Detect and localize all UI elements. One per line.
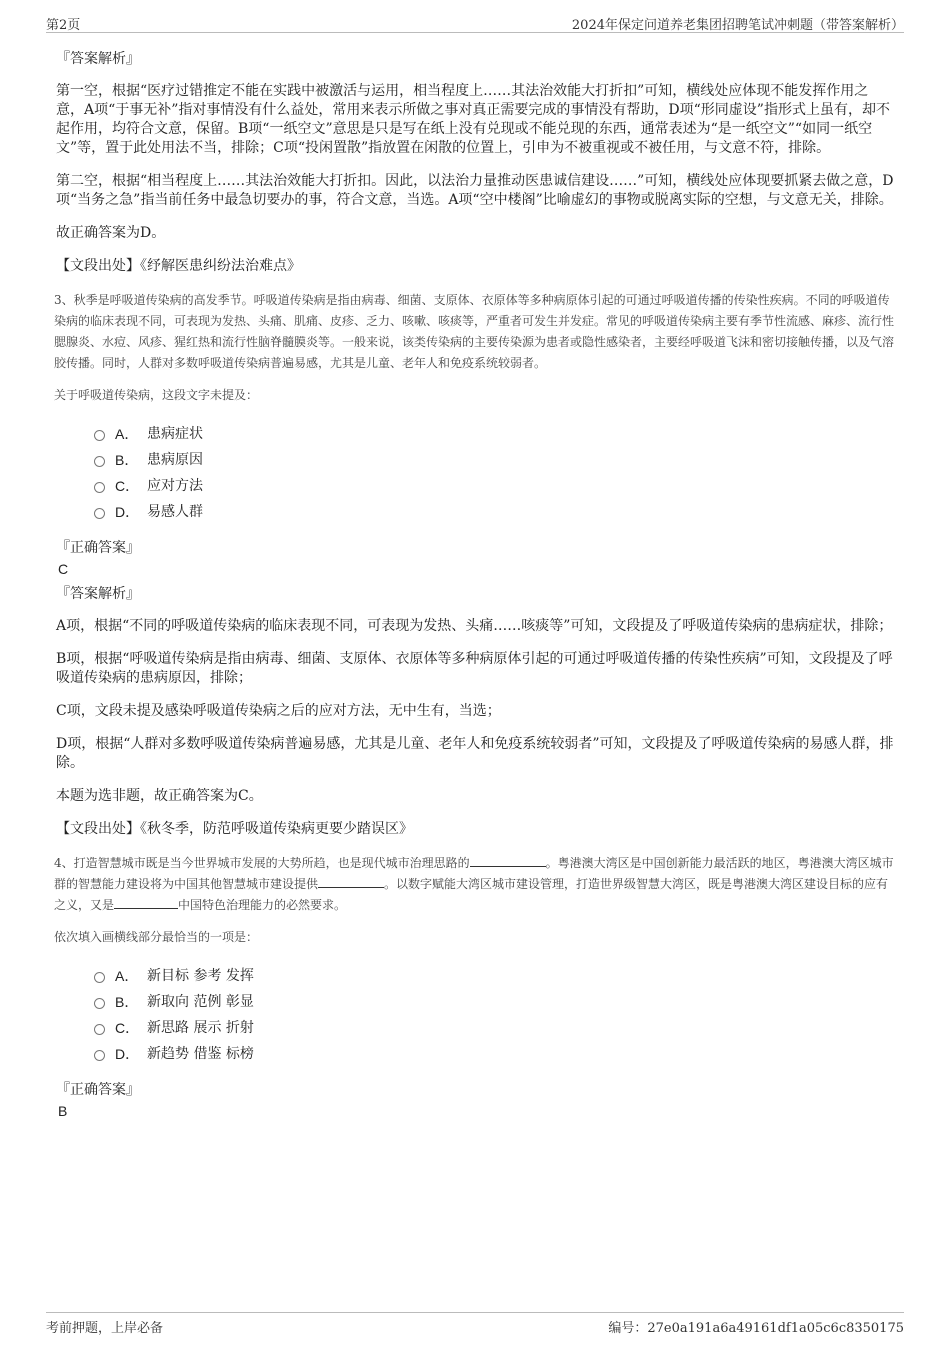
q3-conclusion: 本题为选非题，故正确答案为C。	[56, 788, 263, 804]
q2-analysis-para: 第二空，根据“相当程度上……其法治效能大打折扣。因此，以法治力量推动医患诚信建设……”可知，横线处应体现要抓紧去做之意，D项“当务之急”指当前任务中最急切要办的事，符合文意，当选。A项“空中楼阁”比喻虚幻的事物或脱离实际的空想，与文意无关，排除。	[56, 173, 894, 208]
q3-analysis-para: B项，根据“呼吸道传染病是指由病毒、细菌、支原体、衣原体等多种病原体引起的可通过呼吸道传播的传染性疾病”可知，文段提及了呼吸道传染病的患病原因，排除；	[56, 651, 893, 686]
q3-analysis-para: D项，根据“人群对多数呼吸道传染病普遍易感，尤其是儿童、老年人和免疫系统较弱者”可知，文段提及了呼吸道传染病的易感人群，排除。	[56, 736, 894, 771]
q3-options	[94, 421, 896, 525]
document-id: 编号：27e0a191a6a49161df1a05c6c8350175	[608, 1321, 904, 1336]
q4-option-b[interactable]: B． 新取向 范例 彰显	[94, 989, 896, 1015]
main-content	[56, 48, 896, 1125]
radio-icon[interactable]	[94, 972, 105, 983]
q4-option-d[interactable]: D． 新趋势 借鉴 标榜	[94, 1041, 896, 1067]
radio-icon[interactable]	[94, 1050, 105, 1061]
fill-blank	[114, 896, 178, 909]
q2-conclusion: 故正确答案为D。	[56, 225, 166, 241]
radio-icon[interactable]	[94, 456, 105, 467]
fill-blank	[470, 854, 546, 867]
q2-analysis-label: 『答案解析』	[56, 51, 140, 67]
q3-question-text: 3、秋季是呼吸道传染病的高发季节。呼吸道传染病是指由病毒、细菌、支原体、衣原体等多种病原体引起的可通过呼吸道传播的传染性疾病。不同的呼吸道传染病的临床表现不同，可表现为发热、头痛、肌痛、皮疹、乏力、咳嗽、咳痰等，严重者可发生并发症。常见的呼吸道传染病主要有季节性流感、麻疹、流行性腮腺炎、水痘、风疹、猩红热和流行性脑脊髓膜炎等。一般来说，该类传染病的主要传染源为患者或隐性感染者，主要经呼吸道飞沫和密切接触传播，以及气溶胶传播。同时，人群对多数呼吸道传染病普遍易感，尤其是儿童、老年人和免疫系统较弱者。	[54, 293, 895, 370]
q3-analysis-label: 『答案解析』	[56, 586, 140, 602]
q3-source: 【文段出处】《秋冬季，防范呼吸道传染病更要少踏误区》	[56, 821, 413, 837]
q3-analysis-para: C项，文段未提及感染呼吸道传染病之后的应对方法，无中生有，当选；	[56, 703, 501, 719]
q4-options	[94, 963, 896, 1067]
q3-answer: C	[58, 561, 69, 577]
q4-question-text: 4、打造智慧城市既是当今世界城市发展的大势所趋，也是现代城市治理思路的 。粤港澳大湾区是中国创新能力最活跃的地区，粤港澳大湾区城市群的智慧能力建设将为中国其他智慧城市建设提供 。以数字赋能大湾区城市建设管理，打造世界级智慧大湾区，既是粤港澳大湾区建设目标的应有之义，又是 中国特色治理能力的必然要求。	[54, 856, 894, 912]
q3-answer-label: 『正确答案』	[56, 540, 140, 556]
q4-answer-label: 『正确答案』	[56, 1082, 140, 1098]
q3-option-c[interactable]: C． 应对方法	[94, 473, 896, 499]
q4-option-c[interactable]: C． 新思路 展示 折射	[94, 1015, 896, 1041]
q3-option-d[interactable]: D． 易感人群	[94, 499, 896, 525]
page-header	[46, 12, 904, 33]
q4-option-a[interactable]: A． 新目标 参考 发挥	[94, 963, 896, 989]
radio-icon[interactable]	[94, 482, 105, 493]
q2-analysis-para: 第一空，根据“医疗过错推定不能在实践中被激活与运用，相当程度上……其法治效能大打折扣”可知，横线处应体现不能发挥作用之意，A项“于事无补”指对事情没有什么益处，常用来表示所做之事对真正需要完成的事情没有帮助，D项“形同虚设”指形式上虽有，却不起作用，均符合文意，保留。B项“一纸空文”意思是只是写在纸上没有兑现或不能兑现的东西，通常表述为“是一纸空文”“如同一纸空文”等，置于此处用法不当，排除；C项“投闲置散”指放置在闲散的位置上，引申为不被重视或不被任用，与文意不符，排除。	[56, 83, 890, 156]
q2-source: 【文段出处】《纾解医患纠纷法治难点》	[56, 258, 301, 274]
document-title: 2024年保定问道养老集团招聘笔试冲刺题（带答案解析）	[571, 18, 904, 33]
footer-slogan: 考前押题，上岸必备	[46, 1321, 164, 1336]
page-footer	[46, 1312, 904, 1337]
radio-icon[interactable]	[94, 1024, 105, 1035]
q4-answer: B	[58, 1103, 68, 1119]
q4-prompt: 依次填入画横线部分最恰当的一项是：	[54, 930, 259, 944]
q3-analysis-para: A项，根据“不同的呼吸道传染病的临床表现不同，可表现为发热、头痛……咳痰等”可知，文段提及了呼吸道传染病的患病症状，排除；	[56, 618, 893, 634]
q3-prompt: 关于呼吸道传染病，这段文字未提及：	[54, 388, 259, 402]
radio-icon[interactable]	[94, 508, 105, 519]
q3-option-b[interactable]: B． 患病原因	[94, 447, 896, 473]
radio-icon[interactable]	[94, 998, 105, 1009]
page-number: 第2页	[46, 18, 81, 33]
q3-option-a[interactable]: A． 患病症状	[94, 421, 896, 447]
radio-icon[interactable]	[94, 430, 105, 441]
fill-blank	[318, 875, 384, 888]
